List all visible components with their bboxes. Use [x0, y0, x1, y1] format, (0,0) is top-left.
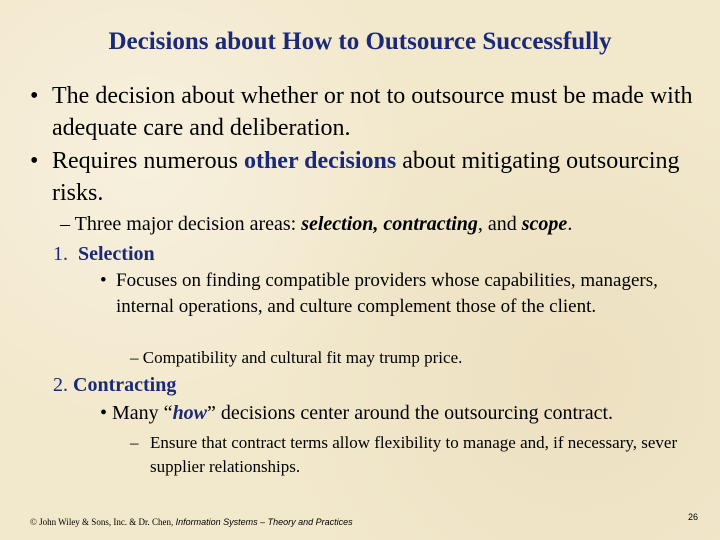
slide-title: Decisions about How to Outsource Successfully [108, 28, 612, 55]
selection-subpoint [130, 348, 462, 368]
selection-point-text: Focuses on finding compatible providers whose capabilities, managers, internal operations, and culture complement those of the client. [116, 270, 658, 317]
contracting-point [100, 402, 613, 425]
section-label: Selection [78, 243, 155, 265]
contracting-pre: Many “ [112, 402, 173, 424]
dash-marker: – [130, 433, 139, 452]
areas-mid: , and [477, 213, 522, 235]
bullet-dot: • [30, 83, 39, 109]
bullet-other-decisions [30, 145, 700, 209]
bullet-text [52, 145, 700, 209]
area-scope: scope [521, 213, 568, 235]
section-number: 2. [53, 374, 68, 396]
decision-areas-line [60, 212, 572, 236]
bullet-emphasis: other decisions [243, 148, 397, 174]
footer-book: Information Systems – Theory and Practices [175, 517, 353, 527]
contracting-subpoint [130, 431, 700, 479]
section-number: 1. [53, 243, 68, 265]
dash-marker: – [130, 348, 143, 367]
section-selection-heading [53, 242, 155, 266]
area-selection: selection, [301, 213, 379, 235]
selection-point [100, 268, 710, 320]
contracting-post: ” decisions center around the outsourcing contract. [207, 402, 613, 424]
bullet-dot: • [30, 148, 39, 174]
bullet-text-pre: Requires numerous [52, 148, 244, 174]
areas-pre: Three major decision areas: [74, 213, 302, 235]
contracting-subpoint-text: Ensure that contract terms allow flexibility to manage and, if necessary, sever supplier relationships. [150, 433, 678, 476]
bullet-dot: • [100, 402, 113, 424]
bullet-text: The decision about whether or not to outsource must be made with adequate care and deliberation. [52, 83, 693, 141]
selection-subpoint-text: Compatibility and cultural fit may trump price. [142, 348, 463, 367]
footer-publisher: © John Wiley & Sons, Inc. & Dr. Chen, [30, 517, 176, 527]
areas-end: . [567, 213, 573, 235]
area-contracting: contracting [383, 213, 478, 235]
bullet-decision-care [30, 80, 700, 144]
bullet-text-post: about mitigating outsourcing risks. [52, 148, 680, 206]
footer-credit [30, 517, 353, 527]
page-number: 26 [688, 512, 699, 522]
bullet-dot: • [100, 270, 107, 291]
section-label: Contracting [73, 374, 177, 396]
contracting-how: how [172, 402, 208, 424]
dash-marker: – [60, 213, 75, 235]
section-contracting-heading [53, 373, 176, 397]
